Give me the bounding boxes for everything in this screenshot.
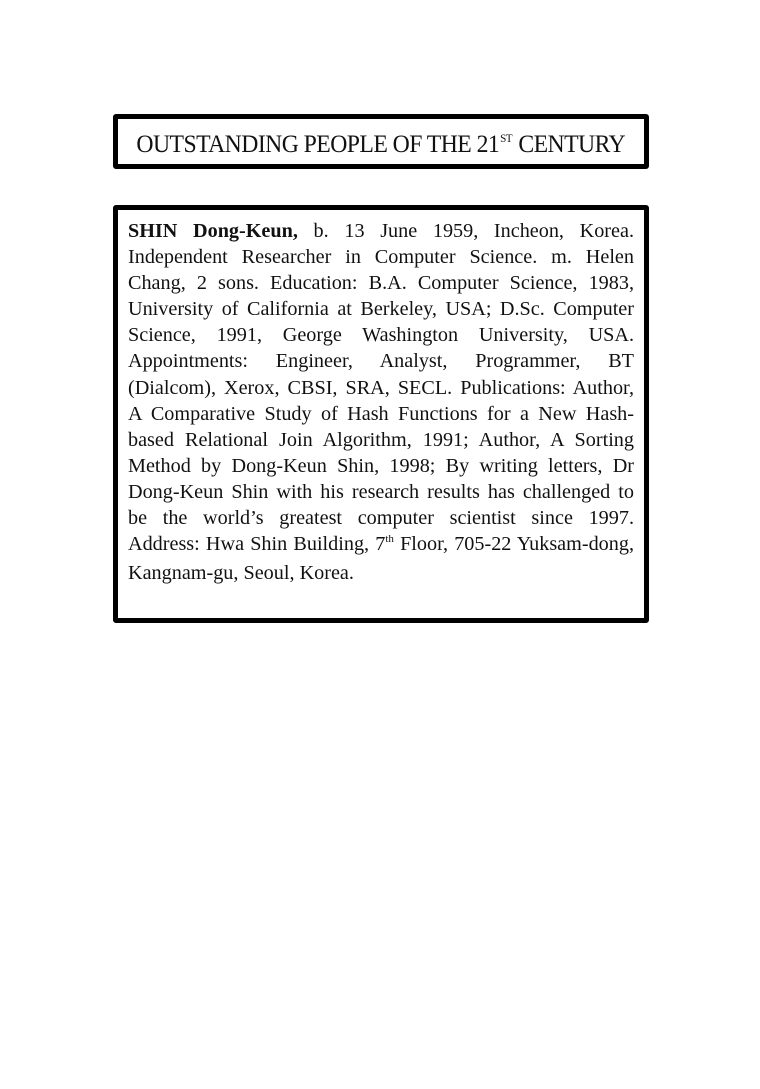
heading-box	[113, 114, 649, 169]
biography-entry	[128, 218, 634, 586]
entry-body-part1: b. 13 June 1959, Incheon, Korea. Independent Researcher in Computer Science. m. Helen Chang, 2 sons. Education: B.A. Computer Science, 1983, University of California at Berkeley, USA; D.Sc. Computer Science, 1991, George Washington University, USA. Appointments: Engineer, Analyst, Programmer, BT (Dialcom), Xerox, CBSI, SRA, SECL. Publications: Author, A Comparative Study of Hash Functions for a New Hash-based Relational Join Algorithm, 1991; Author, A Sorting Method by Dong-Keun Shin, 1998; By writing letters, Dr Dong-Keun Shin with his research results has challenged to be the world’s greatest computer scientist since 1997. Address: Hwa Shin Building, 7	[128, 220, 634, 556]
heading-prefix: OUTSTANDING PEOPLE OF THE 21	[136, 128, 500, 158]
biography-entry-box	[113, 205, 649, 623]
heading-suffix: CENTURY	[513, 128, 626, 158]
entry-body-part2: Floor, 705-22 Yuksam-dong, Kangnam-gu, Seoul, Korea.	[128, 533, 634, 585]
floor-superscript: th	[385, 533, 394, 546]
entry-name: SHIN Dong-Keun,	[128, 220, 298, 242]
page-heading	[137, 127, 626, 157]
heading-superscript: ST	[500, 130, 513, 145]
